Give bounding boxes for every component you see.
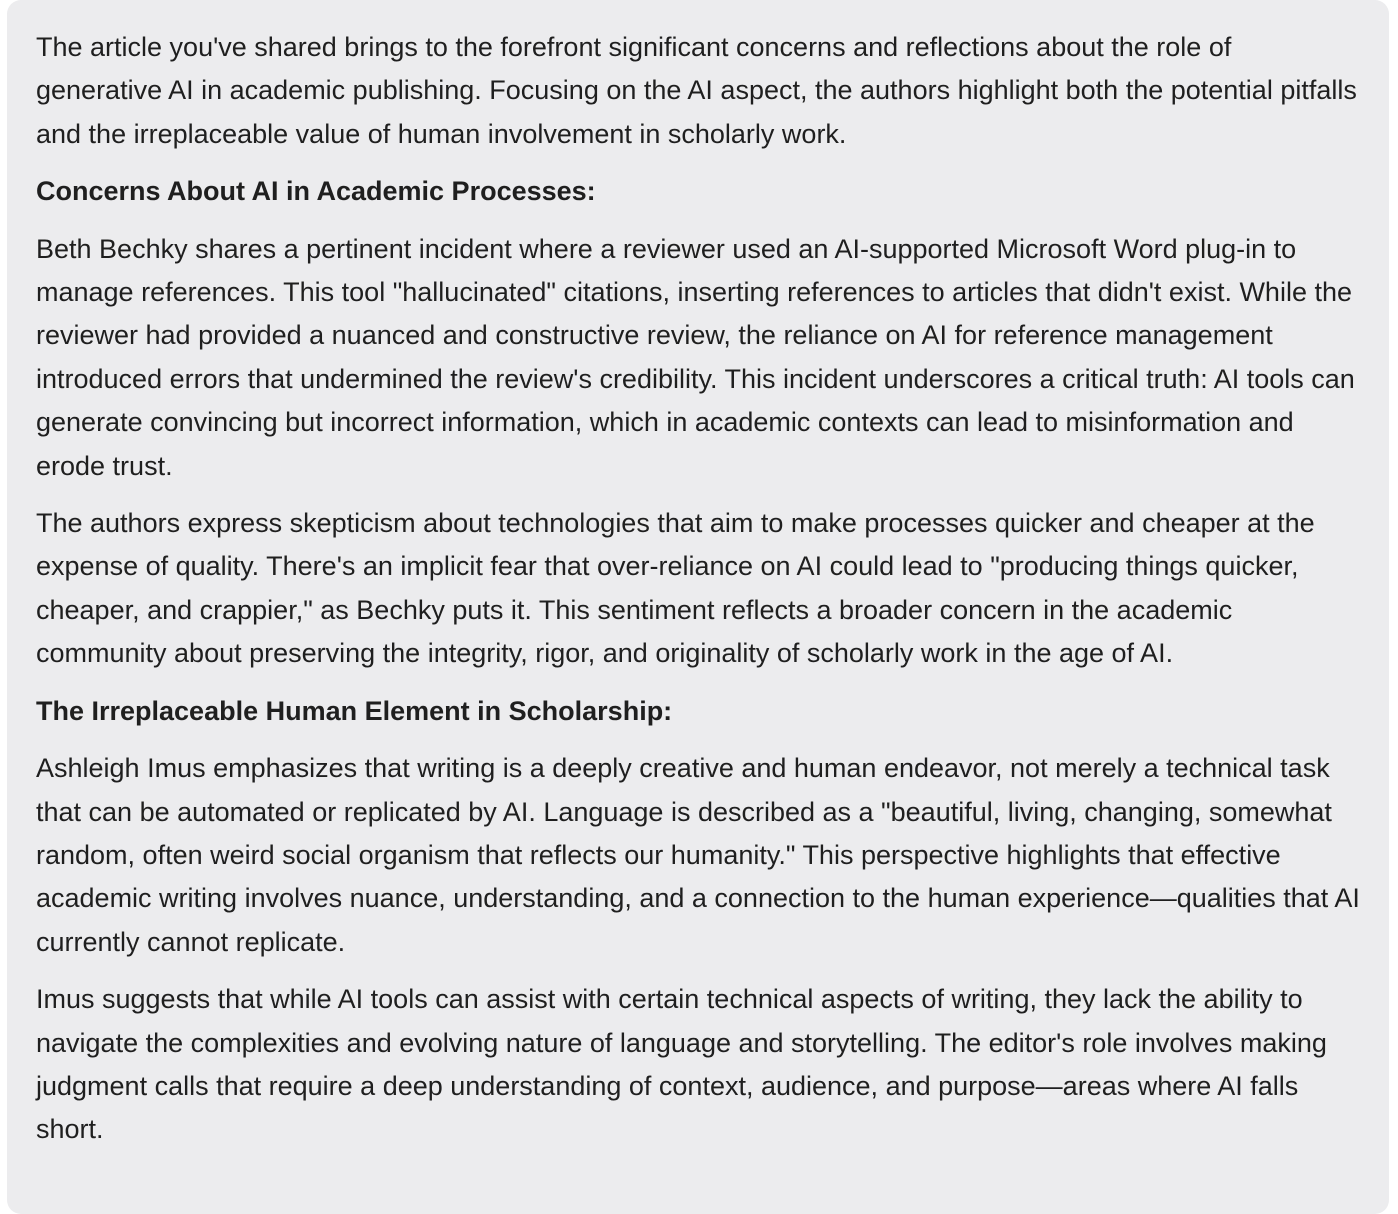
section-heading-human-element: The Irreplaceable Human Element in Scholarship: <box>36 695 673 726</box>
human-element-paragraph-1: Ashleigh Imus emphasizes that writing is a deeply creative and human endeavor, not merely a technical task that can be automated or replicated by AI. Language is described as a "beautiful, living, changing, somewhat random, often weird social organism that reflects our humanity." This perspective highlights that effective academic writing involves nuance, understanding, and a connection to the human experience—qualities that AI currently cannot replicate. <box>36 753 1360 957</box>
assistant-message-bubble <box>7 0 1389 1214</box>
human-element-paragraph-2: Imus suggests that while AI tools can assist with certain technical aspects of writing, they lack the ability to navigate the complexities and evolving nature of language and storytelling. The editor's role involves making judgment calls that require a deep understanding of context, audience, and purpose—areas where AI falls short. <box>36 984 1327 1145</box>
concerns-paragraph-2: The authors express skepticism about technologies that aim to make processes quicker and cheaper at the expense of quality. There's an implicit fear that over-reliance on AI could lead to "producing things quicker, cheaper, and crappier," as Bechky puts it. This sentiment reflects a broader concern in the academic community about preserving the integrity, rigor, and originality of scholarly work in the age of AI. <box>36 508 1315 669</box>
concerns-paragraph-1: Beth Bechky shares a pertinent incident where a reviewer used an AI-supported Microsoft Word plug-in to manage references. This tool "hallucinated" citations, inserting references to articles that didn't exist. While the reviewer had provided a nuanced and constructive review, the reliance on AI for reference management introduced errors that undermined the review's credibility. This incident underscores a critical truth: AI tools can generate convincing but incorrect information, which in academic contexts can lead to misinformation and erode trust. <box>36 233 1355 481</box>
intro-paragraph: The article you've shared brings to the forefront significant concerns and reflections about the role of generative AI in academic publishing. Focusing on the AI aspect, the authors highlight both the potential pitfalls and the irreplaceable value of human involvement in scholarly work. <box>36 32 1357 149</box>
section-heading-concerns: Concerns About AI in Academic Processes: <box>36 176 596 207</box>
